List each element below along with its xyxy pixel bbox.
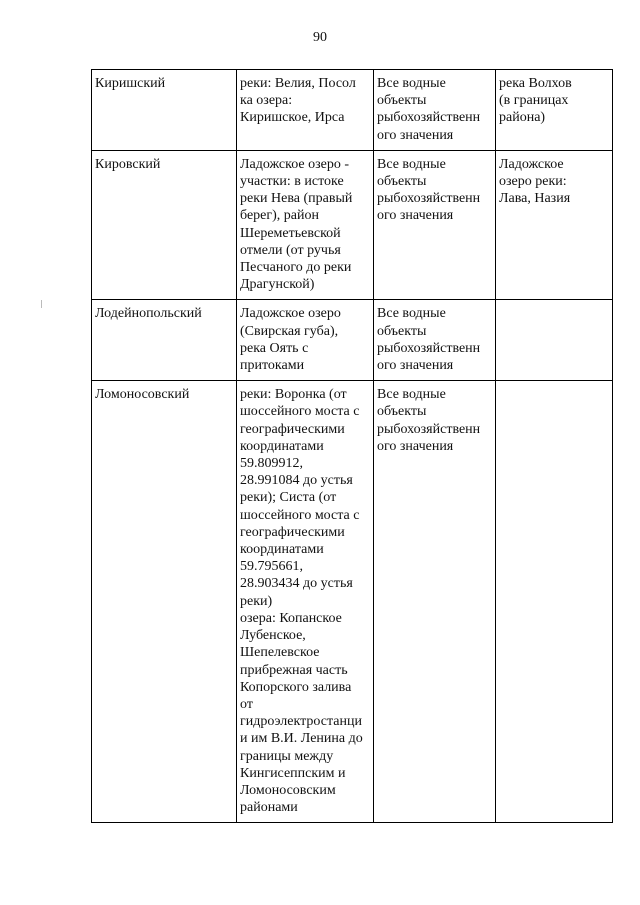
page-number: 90 — [313, 30, 327, 45]
objects-cell — [374, 70, 496, 151]
district-name: Лодейнопольский — [95, 306, 202, 322]
table-row — [92, 300, 613, 381]
objects-cell — [374, 381, 496, 823]
table-row — [92, 70, 613, 151]
objects-text: Все водные объекты рыбохозяйственн ого значения — [377, 387, 481, 454]
waters-cell — [237, 70, 374, 151]
waters-cell — [237, 150, 374, 300]
extra-text: река Волхов (в границах района) — [499, 76, 572, 126]
table-row — [92, 150, 613, 300]
district-cell — [92, 70, 237, 151]
objects-cell — [374, 300, 496, 381]
district-name: Киришский — [95, 76, 166, 91]
waters-text: Ладожское озеро (Свирская губа), река Оять с притоками — [240, 306, 341, 374]
margin-mark — [41, 300, 42, 308]
fishery-waters-table — [91, 69, 613, 823]
extra-cell — [496, 150, 613, 300]
objects-text: Все водные объекты рыбохозяйственн ого значения — [377, 156, 481, 224]
extra-cell — [496, 381, 613, 823]
waters-text: реки: Велия, Посол ка озера: Киришское, Ирса — [240, 76, 356, 126]
extra-cell — [496, 70, 613, 151]
waters-cell — [237, 300, 374, 381]
objects-cell — [374, 150, 496, 300]
extra-text: Ладожское озеро реки: Лава, Назия — [499, 156, 571, 207]
district-cell — [92, 381, 237, 823]
district-name: Кировский — [95, 156, 161, 172]
extra-cell — [496, 300, 613, 381]
waters-text: Ладожское озеро - участки: в истоке реки Нева (правый берег), район Шереметьевской отмели (от ручья Песчаного до реки Драгунской) — [240, 156, 353, 293]
waters-cell — [237, 381, 374, 823]
waters-text: реки: Воронка (от шоссейного моста с географическими координатами 59.809912, 28.991084 до устья реки); Систа (от шоссейного моста с географическими координатами 59.795661, 28.903434 до устья реки) озера: Копанское Лубенское, Шепелевское прибрежная часть Копорского залива от гидроэлектростанци и им В.И. Ленина до границы между Кингисеппским и Ломоносовским районами — [240, 387, 363, 816]
table-row — [92, 381, 613, 823]
district-cell — [92, 300, 237, 381]
district-name: Ломоносовский — [95, 387, 190, 403]
objects-text: Все водные объекты рыбохозяйственн ого значения — [377, 306, 481, 374]
objects-text: Все водные объекты рыбохозяйственн ого значения — [377, 76, 481, 143]
district-cell — [92, 150, 237, 300]
